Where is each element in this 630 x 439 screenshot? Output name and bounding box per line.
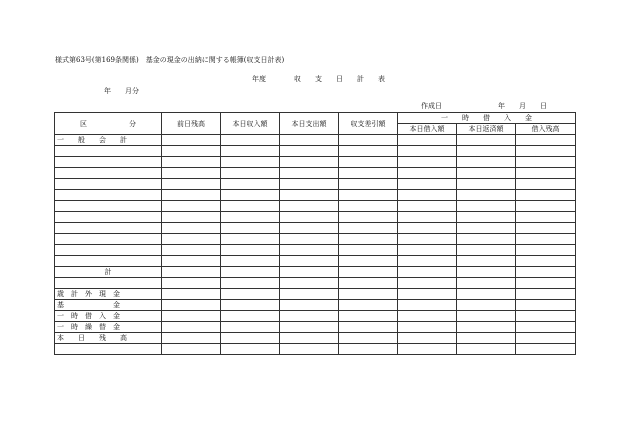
value-cell — [221, 333, 280, 344]
value-cell — [457, 234, 516, 245]
value-cell — [162, 190, 221, 201]
form-title: 様式第63号(第169条関係) 基金の現金の出納に関する帳簿(収支日計表) — [55, 56, 285, 64]
value-cell — [457, 256, 516, 267]
value-cell — [339, 157, 398, 168]
row-category-cell — [55, 344, 162, 355]
value-cell — [280, 179, 339, 190]
header-prev-balance: 前日残高 — [162, 113, 221, 135]
value-cell — [339, 267, 398, 278]
value-cell — [457, 267, 516, 278]
header-today-expense: 本日支出額 — [280, 113, 339, 135]
row-category-cell: 一 時 借 入 金 — [55, 311, 162, 322]
table-row — [55, 223, 576, 234]
value-cell — [339, 300, 398, 311]
row-category-cell — [55, 223, 162, 234]
table-row — [55, 267, 576, 278]
value-cell — [280, 168, 339, 179]
value-cell — [162, 157, 221, 168]
value-cell — [221, 146, 280, 157]
value-cell — [162, 289, 221, 300]
value-cell — [339, 289, 398, 300]
value-cell — [221, 289, 280, 300]
table-row — [55, 311, 576, 322]
row-category-cell — [55, 234, 162, 245]
value-cell — [398, 333, 457, 344]
value-cell — [221, 212, 280, 223]
row-category-cell — [55, 278, 162, 289]
value-cell — [516, 157, 576, 168]
table-row — [55, 333, 576, 344]
value-cell — [516, 322, 576, 333]
table-body — [55, 135, 576, 355]
value-cell — [516, 223, 576, 234]
value-cell — [221, 157, 280, 168]
value-cell — [280, 223, 339, 234]
table-row — [55, 289, 576, 300]
value-cell — [339, 245, 398, 256]
value-cell — [457, 344, 516, 355]
value-cell — [398, 322, 457, 333]
table-row — [55, 212, 576, 223]
value-cell — [162, 333, 221, 344]
value-cell — [516, 212, 576, 223]
header-temporary-loan: 一 時 借 入 金 — [398, 113, 576, 124]
value-cell — [280, 201, 339, 212]
row-category-cell — [55, 190, 162, 201]
value-cell — [516, 146, 576, 157]
row-category-cell — [55, 245, 162, 256]
value-cell — [516, 190, 576, 201]
value-cell — [280, 278, 339, 289]
value-cell — [162, 278, 221, 289]
value-cell — [398, 300, 457, 311]
value-cell — [457, 311, 516, 322]
table-row — [55, 234, 576, 245]
value-cell — [339, 234, 398, 245]
value-cell — [398, 146, 457, 157]
value-cell — [280, 256, 339, 267]
value-cell — [339, 322, 398, 333]
value-cell — [398, 311, 457, 322]
value-cell — [221, 223, 280, 234]
value-cell — [162, 300, 221, 311]
value-cell — [516, 256, 576, 267]
value-cell — [516, 311, 576, 322]
table-row — [55, 190, 576, 201]
value-cell — [339, 179, 398, 190]
row-category-cell: 一 般 会 計 — [55, 135, 162, 146]
value-cell — [162, 223, 221, 234]
report-title: 年度 収 支 日 計 表 — [252, 75, 385, 83]
header-net-diff: 収支差引額 — [339, 113, 398, 135]
value-cell — [280, 267, 339, 278]
value-cell — [516, 234, 576, 245]
value-cell — [457, 289, 516, 300]
value-cell — [162, 311, 221, 322]
value-cell — [516, 179, 576, 190]
value-cell — [457, 300, 516, 311]
value-cell — [457, 223, 516, 234]
period-label: 年 月分 — [104, 87, 139, 95]
value-cell — [221, 311, 280, 322]
value-cell — [221, 201, 280, 212]
header-today-income: 本日収入額 — [221, 113, 280, 135]
value-cell — [221, 190, 280, 201]
value-cell — [280, 289, 339, 300]
table-row — [55, 322, 576, 333]
value-cell — [457, 157, 516, 168]
value-cell — [457, 135, 516, 146]
row-category-cell — [55, 201, 162, 212]
value-cell — [339, 135, 398, 146]
value-cell — [516, 267, 576, 278]
value-cell — [339, 190, 398, 201]
value-cell — [339, 333, 398, 344]
value-cell — [516, 289, 576, 300]
table-row — [55, 157, 576, 168]
value-cell — [398, 256, 457, 267]
value-cell — [280, 212, 339, 223]
value-cell — [516, 135, 576, 146]
value-cell — [398, 344, 457, 355]
row-category-cell — [55, 256, 162, 267]
value-cell — [280, 157, 339, 168]
value-cell — [221, 234, 280, 245]
value-cell — [398, 201, 457, 212]
row-category-cell — [55, 179, 162, 190]
value-cell — [162, 135, 221, 146]
created-date-label: 作成日 年 月 日 — [421, 102, 547, 110]
value-cell — [162, 234, 221, 245]
value-cell — [162, 179, 221, 190]
value-cell — [516, 278, 576, 289]
value-cell — [339, 311, 398, 322]
value-cell — [398, 234, 457, 245]
value-cell — [516, 168, 576, 179]
row-category-cell: 歳 計 外 現 金 — [55, 289, 162, 300]
row-category-cell: 計 — [55, 267, 162, 278]
value-cell — [221, 267, 280, 278]
value-cell — [221, 300, 280, 311]
value-cell — [457, 146, 516, 157]
value-cell — [457, 168, 516, 179]
value-cell — [457, 278, 516, 289]
value-cell — [280, 322, 339, 333]
value-cell — [280, 234, 339, 245]
value-cell — [162, 201, 221, 212]
header-loan-balance: 借入残高 — [516, 124, 576, 135]
table-row — [55, 344, 576, 355]
row-category-cell: 本 日 残 高 — [55, 333, 162, 344]
value-cell — [516, 201, 576, 212]
value-cell — [162, 344, 221, 355]
header-loan-repaid: 本日返済額 — [457, 124, 516, 135]
value-cell — [221, 168, 280, 179]
value-cell — [280, 344, 339, 355]
row-category-cell: 基 金 — [55, 300, 162, 311]
value-cell — [339, 344, 398, 355]
value-cell — [398, 245, 457, 256]
value-cell — [516, 333, 576, 344]
value-cell — [280, 311, 339, 322]
value-cell — [280, 300, 339, 311]
value-cell — [221, 256, 280, 267]
value-cell — [398, 278, 457, 289]
table-row — [55, 135, 576, 146]
value-cell — [162, 146, 221, 157]
value-cell — [162, 168, 221, 179]
value-cell — [162, 245, 221, 256]
value-cell — [398, 179, 457, 190]
header-category: 区 分 — [55, 113, 162, 135]
value-cell — [398, 223, 457, 234]
value-cell — [398, 289, 457, 300]
table-row — [55, 201, 576, 212]
value-cell — [398, 157, 457, 168]
value-cell — [221, 135, 280, 146]
value-cell — [398, 135, 457, 146]
value-cell — [280, 333, 339, 344]
value-cell — [280, 190, 339, 201]
row-category-cell — [55, 212, 162, 223]
value-cell — [339, 223, 398, 234]
row-category-cell — [55, 157, 162, 168]
value-cell — [457, 322, 516, 333]
value-cell — [457, 212, 516, 223]
value-cell — [221, 278, 280, 289]
value-cell — [457, 333, 516, 344]
value-cell — [162, 212, 221, 223]
table-row — [55, 278, 576, 289]
value-cell — [221, 179, 280, 190]
value-cell — [339, 168, 398, 179]
value-cell — [339, 212, 398, 223]
value-cell — [221, 245, 280, 256]
table-row — [55, 179, 576, 190]
value-cell — [339, 256, 398, 267]
table-row — [55, 256, 576, 267]
value-cell — [457, 190, 516, 201]
value-cell — [516, 300, 576, 311]
value-cell — [457, 245, 516, 256]
daily-balance-table — [54, 112, 576, 355]
value-cell — [339, 146, 398, 157]
value-cell — [221, 344, 280, 355]
value-cell — [516, 245, 576, 256]
value-cell — [516, 344, 576, 355]
value-cell — [398, 168, 457, 179]
row-category-cell: 一 時 繰 替 金 — [55, 322, 162, 333]
table-row — [55, 300, 576, 311]
value-cell — [162, 322, 221, 333]
row-category-cell — [55, 146, 162, 157]
value-cell — [162, 267, 221, 278]
value-cell — [398, 190, 457, 201]
table-row — [55, 245, 576, 256]
value-cell — [280, 245, 339, 256]
value-cell — [162, 256, 221, 267]
value-cell — [339, 278, 398, 289]
value-cell — [457, 201, 516, 212]
value-cell — [339, 201, 398, 212]
header-loan-borrowed: 本日借入額 — [398, 124, 457, 135]
value-cell — [221, 322, 280, 333]
value-cell — [457, 179, 516, 190]
value-cell — [398, 267, 457, 278]
table-row — [55, 146, 576, 157]
value-cell — [280, 135, 339, 146]
row-category-cell — [55, 168, 162, 179]
value-cell — [398, 212, 457, 223]
value-cell — [280, 146, 339, 157]
table-row — [55, 168, 576, 179]
